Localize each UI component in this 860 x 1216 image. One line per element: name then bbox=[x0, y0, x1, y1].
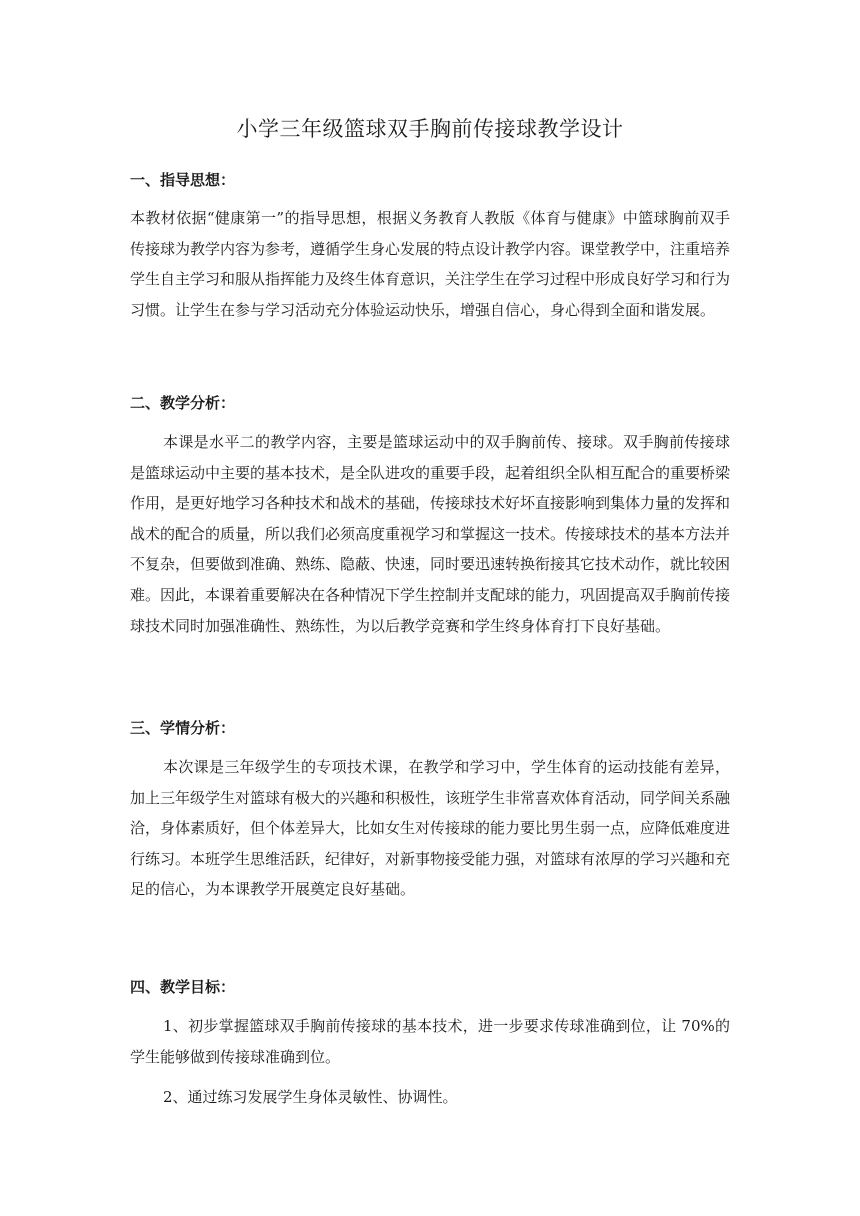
section-paragraph-teaching-analysis: 本课是水平二的教学内容，主要是篮球运动中的双手胸前传、接球。双手胸前传接球是篮球运动中主要的基本技术，是全队进攻的重要手段，起着组织全队相互配合的重要桥梁作用，是更好地学习各种技术和战术的基础，传接球技术好坏直接影响到集体力量的发挥和战术的配合的质量，所以我们必须高度重视学习和掌握这一技术。传接球技术的基本方法并不复杂，但要做到准确、熟练、隐蔽、快速，同时要迅速转换衔接其它技术动作，就比较困难。因此，本课着重要解决在各种情况下学生控制并支配球的能力，巩固提高双手胸前传接球技术同时加强准确性、熟练性，为以后教学竞赛和学生终身体育打下良好基础。 bbox=[130, 433, 731, 635]
section-heading-teaching-objectives: 四、教学目标： bbox=[130, 978, 236, 996]
objective-item: 1、初步掌握篮球双手胸前传接球的基本技术，进一步要求传球准确到位，让 70%的学生能够做到传接球准确到位。 bbox=[130, 1017, 730, 1066]
section-paragraph-student-analysis: 本次课是三年级学生的专项技术课，在教学和学习中，学生体育的运动技能有差异，加上三年级学生对篮球有极大的兴趣和积极性，该班学生非常喜欢体育活动，同学间关系融洽，身体素质好，但个体差异大，比如女生对传接球的能力要比男生弱一点，应降低难度进行练习。本班学生思维活跃，纪律好，对新事物接受能力强，对篮球有浓厚的学习兴趣和充足的信心，为本课教学开展奠定良好基础。 bbox=[130, 758, 731, 899]
section-heading-guiding-ideology: 一、指导思想： bbox=[130, 171, 236, 189]
section-paragraph-guiding-ideology: 本教材依据“健康第一”的指导思想，根据义务教育人教版《体育与健康》中篮球胸前双手传接球为教学内容为参考，遵循学生身心发展的特点设计教学内容。课堂教学中，注重培养学生自主学习和服从指挥能力及终生体育意识，关注学生在学习过程中形成良好学习和行为习惯。让学生在参与学习活动充分体验运动快乐，增强自信心，身心得到全面和谐发展。 bbox=[130, 209, 731, 319]
objective-item: 2、通过练习发展学生身体灵敏性、协调性。 bbox=[163, 1088, 458, 1106]
section-heading-student-analysis: 三、学情分析： bbox=[130, 719, 236, 737]
section-heading-teaching-analysis: 二、教学分析： bbox=[130, 394, 236, 412]
document-title: 小学三年级篮球双手胸前传接球教学设计 bbox=[236, 117, 624, 141]
